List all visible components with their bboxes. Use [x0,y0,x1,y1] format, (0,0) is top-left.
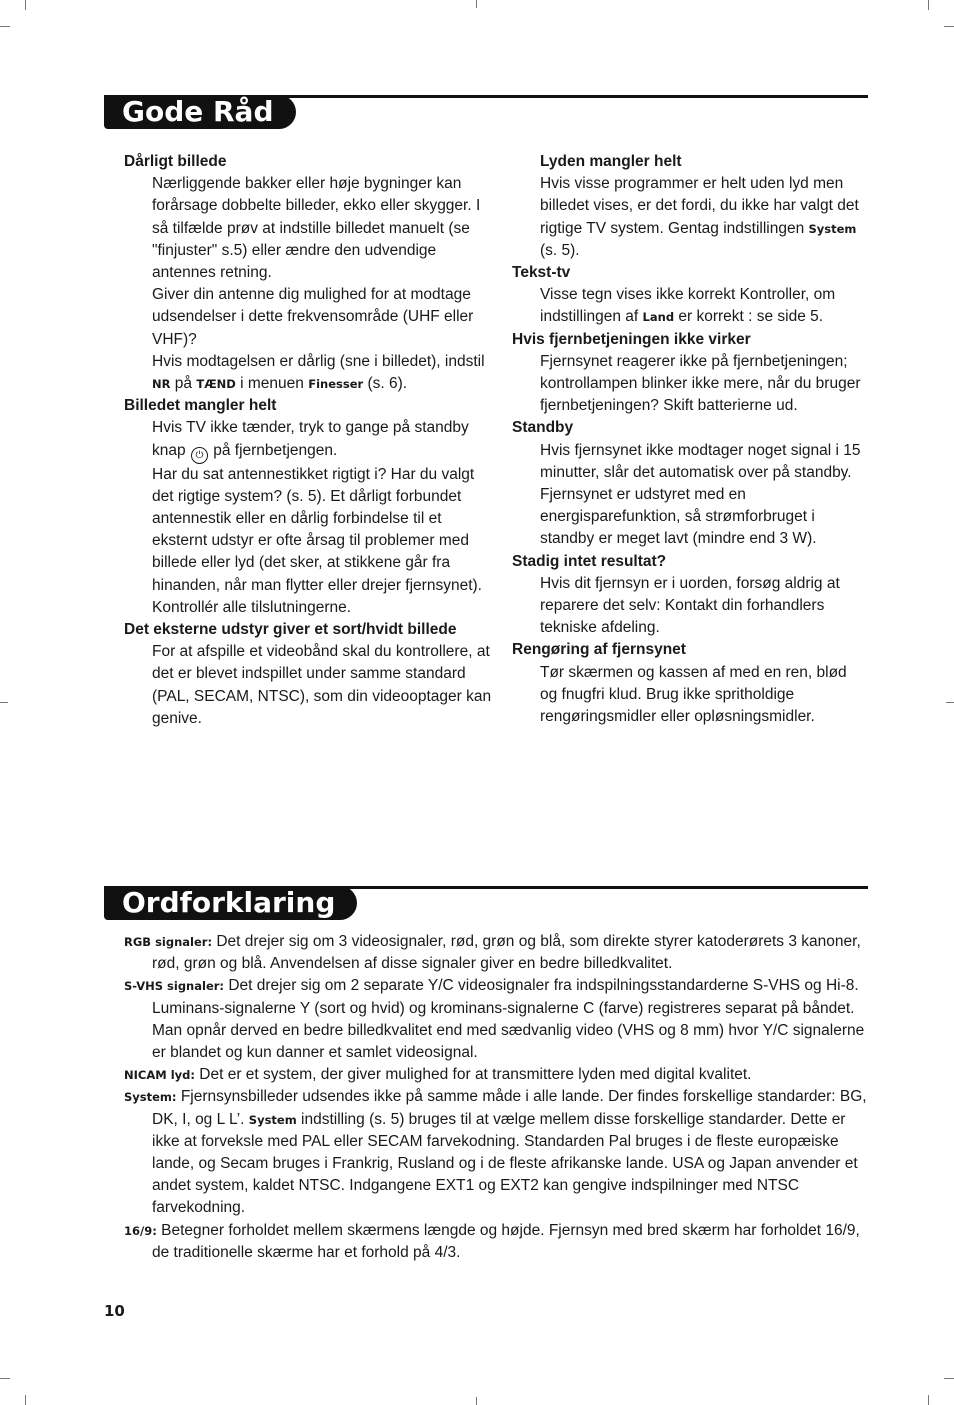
tip-paragraph [540,440,868,484]
tip-text: er korrekt : se side 5. [674,308,824,326]
tip-text: Hvis fjernsynet ikke modtager noget signal i 15 minutter, slår det automatisk over på standby. [540,441,861,481]
glossary-definition: Betegner forholdet mellem skærmens længde og højde. Fjernsyn med bred skærm har forholdet 16/9, de traditionelle skærme har et forhold på 4/3. [152,1221,860,1261]
glossary-term: RGB signaler: [124,935,213,949]
glossary-term: S-VHS signaler: [124,979,225,994]
tip-paragraph [540,284,868,328]
tip-paragraph [540,573,868,640]
tip-text: Hvis visse programmer er helt uden lyd men billedet vises, er det fordi, du ikke har valgt det rigtige TV system. Gentag indstillingen [540,175,859,237]
glossary-term: NICAM lyd: [124,1068,195,1083]
crop-mark [25,1395,26,1405]
glossary-definition: Det er et system, der giver mulighed for at transmittere lyden med digital kvalitet. [194,1066,752,1084]
tip-heading: Hvis fjernbetjeningen ikke virker [512,330,751,348]
tip-text: Fjernsynet reagerer ikke på fjernbetjeningen; kontrollampen blinker ikke mere, når du bruger fjernbetjeningen? Skift batterierne ud. [540,352,861,415]
glossary-definition: Det drejer sig om 2 separate Y/C videosignaler fra indspilningsstandarderne S-VHS og Hi-8. Luminans-signalerne Y (sort og hvid) og krominans-signalerne C (farve) registreres separat på båndet. Man opnår derved en bedre billedkvalitet end med sædvanlig video (VHS og 8 mm) hvor Y/C signalerne er blandet og kun danner et samlet videosignal. [152,977,865,1062]
section-title-tips: Gode Råd [104,95,296,129]
tip-text: Fjernsynet er udstyret med en energisparefunktion, så strømforbruget i standby er meget lavt (mindre end 3 W). [540,486,817,548]
glossary-definition: indstilling (s. 5) bruges til at vælge mellem disse forskellige standarder. Dette er ikke at forveksle med PAL eller SECAM farvekodning. Standarden Pal bruges i de fleste europæiske lande, og Secam bruges i Frankrig, Rusland og i de fleste afrikanske lande. USA og Japan anvender et andet system, kaldet NTSC. Indgangene EXT1 og EXT2 kan gengive indspilninger med NTSC farvekodning. [152,1110,858,1217]
tip-heading: Lyden mangler helt [540,153,682,170]
glossary-entry [124,931,868,975]
tip-text: Visse tegn vises ikke korrekt Kontroller, om indstillingen af [540,286,836,326]
tip-paragraph [152,417,492,463]
menu-keyword: Finesser [308,377,364,392]
tip-heading: Rengøring af fjernsynet [512,641,686,659]
crop-mark [0,1378,10,1379]
section-title-glossary: Ordforklaring [104,886,357,920]
crop-mark [25,0,26,10]
tip-text: på [170,375,197,393]
menu-keyword: Land [642,310,675,325]
tip-paragraph [152,464,492,619]
glossary-entry [124,1220,868,1264]
crop-mark [928,0,929,10]
tip-paragraph [540,351,868,418]
crop-mark [944,1378,954,1379]
tip-text: For at afspille et videobånd skal du kontrollere, at det er blevet indspillet under samme standard (PAL, SECAM, NTSC), som din videooptager kan genive. [152,643,492,727]
tips-right-column [512,151,868,728]
tips-left-column [124,151,492,730]
crop-mark [0,26,10,27]
tip-text: Har du sat antennestikket rigtigt i? Har du valgt det rigtige system? (s. 5). Et dårligt forbundet antennestik eller en dårlig forbindelse til et eksternt udstyr er ofte årsag til problemer med billede eller lyd (det sker, at stikkene går fra hinanden, når man flytter eller drejer fjernsynet). Kontrollér alle tilslutningerne. [152,465,482,616]
crop-mark [944,26,954,27]
tip-heading: Stadig intet resultat? [512,552,667,570]
tip-text: Giver din antenne dig mulighed for at modtage udsendelser i dette frekvensområde (UHF eller VHF)? [152,286,474,348]
tip-heading: Det eksterne udstyr giver et sort/hvidt billede [124,621,457,639]
crop-mark [928,1395,929,1405]
tip-text: i menuen [235,375,309,393]
tip-paragraph [152,173,492,284]
glossary-list [124,931,868,1264]
crop-mark [946,702,954,703]
tip-text: på fjernbetjengen. [208,441,338,459]
menu-keyword: System [808,221,857,236]
tip-text: Nærliggende bakker eller høje bygninger kan forårsage dobbelte billeder, ekko eller skygger. I så tilfælde prøv at indstille billedet manuelt (se "finjuster" s.5) eller ændre den udvendige antennes retning. [152,175,481,282]
tip-text: (s. 6). [363,375,408,393]
glossary-term: 16/9: [124,1223,157,1238]
glossary-definition: Det drejer sig om 3 videosignaler, rød, grøn og blå, som direkte styrer katoderørets 3 kanoner, rød, grøn og blå. Anvendelsen af disse signaler giver en bedre billedkvalitet. [152,933,861,973]
tip-text: Hvis modtagelsen er dårlig (sne i billedet), indstil [152,352,485,370]
tip-text: (s. 5). [540,241,580,259]
tip-heading: Standby [512,419,574,437]
crop-mark [476,0,477,8]
page-number: 10 [104,1302,125,1320]
tip-paragraph [540,484,868,551]
tip-heading: Tekst-tv [512,264,571,282]
crop-mark [0,702,8,703]
tip-heading: Billedet mangler helt [124,397,277,415]
glossary-definition: Fjernsynsbilleder udsendes ikke på samme måde i alle lande. Der findes forskellige standarder: BG, DK, I, og L L’. [152,1088,867,1128]
tip-paragraph [152,284,492,351]
tip-paragraph [152,641,492,730]
tip-heading: Dårligt billede [124,153,227,170]
tip-paragraph [152,351,492,395]
tip-text: Tør skærmen og kassen af med en ren, blød og fnugfri klud. Brug ikke spritholdige rengøringsmidler eller opløsningsmidler. [540,663,847,726]
menu-keyword: TÆND [196,377,236,392]
tip-text: Hvis TV ikke tænder, tryk to gange på standby knap [152,419,469,459]
tip-paragraph [540,662,868,729]
glossary-term: System: [124,1090,177,1105]
tip-text: Hvis dit fjernsyn er i uorden, forsøg aldrig at reparere det selv: Kontakt din forhandlers tekniske afdeling. [540,574,840,637]
tip-paragraph [540,173,868,262]
glossary-entry [124,1086,868,1219]
standby-power-icon: ⏻ [191,447,208,464]
menu-keyword: NR [152,377,171,392]
crop-mark [476,1397,477,1405]
glossary-entry [124,1064,868,1086]
glossary-entry [124,975,868,1064]
menu-keyword: System [248,1112,297,1127]
